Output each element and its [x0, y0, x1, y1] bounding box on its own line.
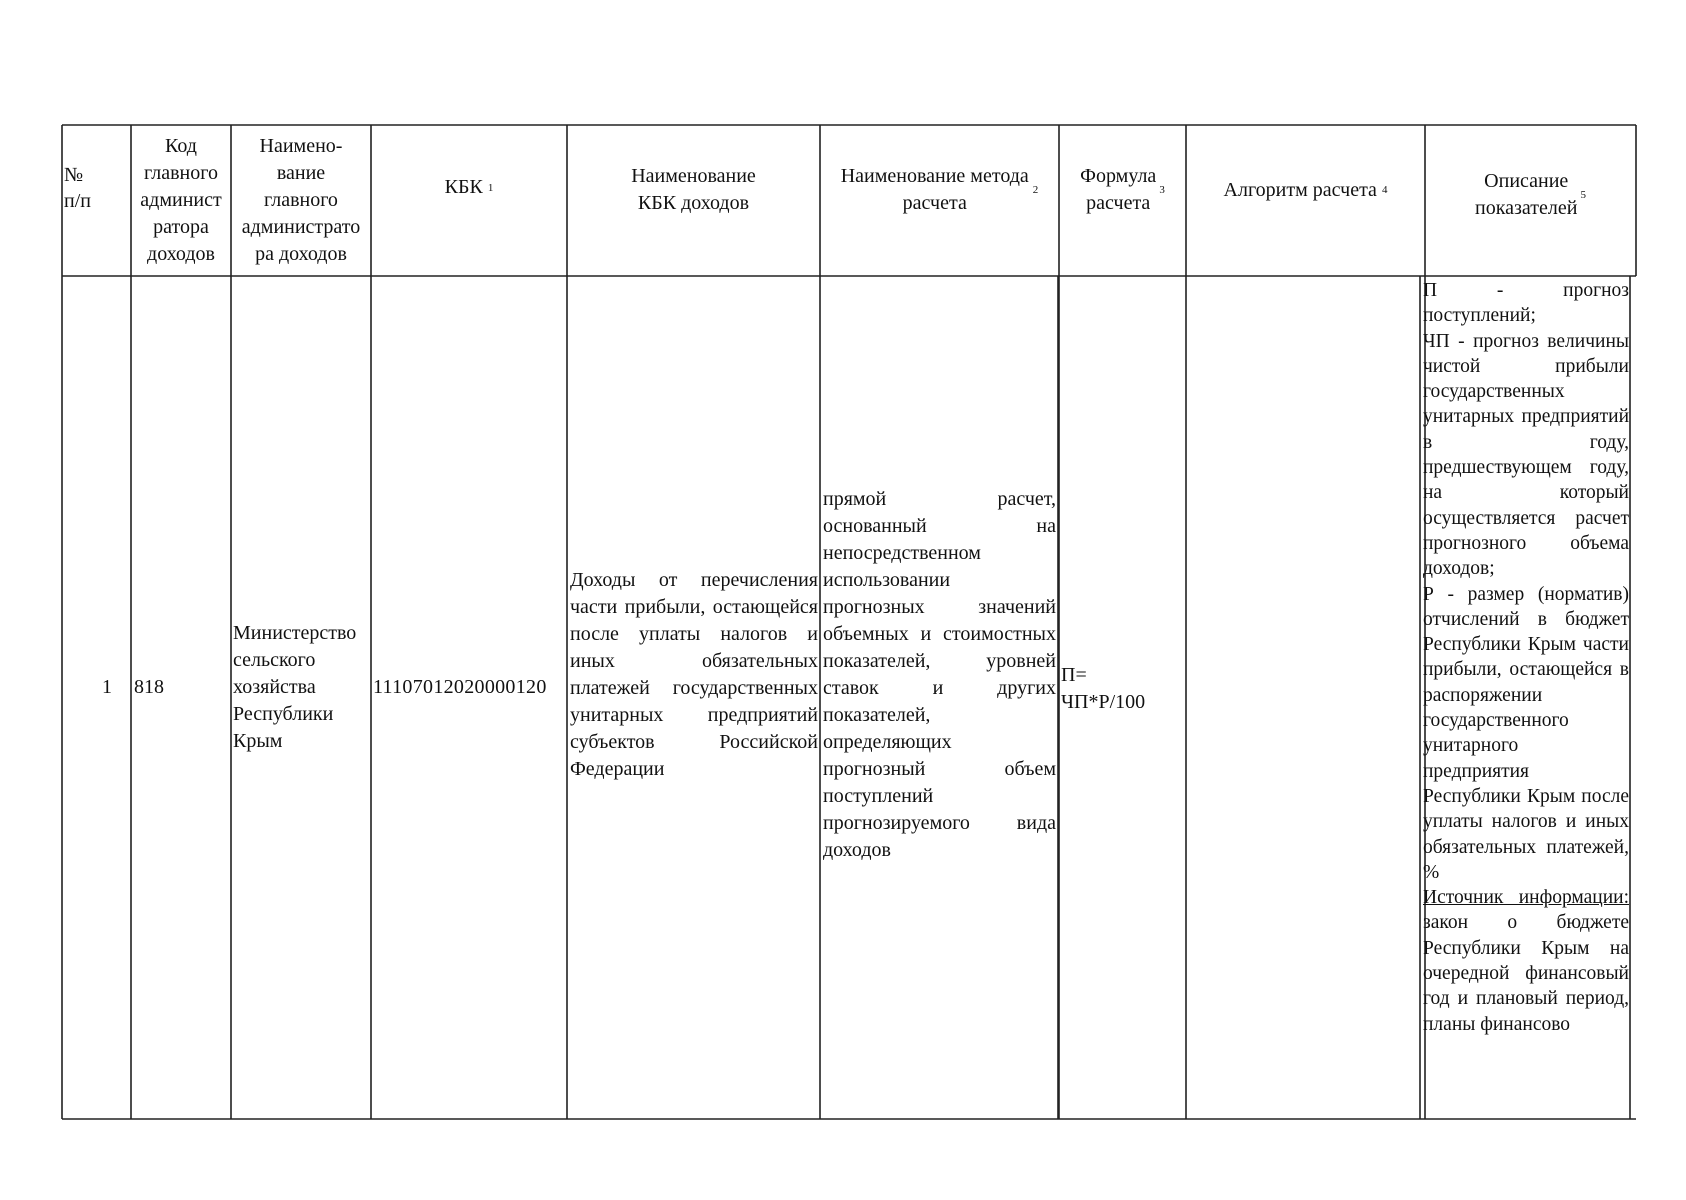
row-description: [1423, 278, 1629, 1037]
header-algorithm: Алгоритм расчета 4: [1186, 125, 1425, 255]
header-algorithm-label: Алгоритм расчета: [1223, 178, 1377, 201]
header-description-label: Описание показателей: [1475, 170, 1578, 219]
row-formula: П= ЧП*Р/100: [1061, 664, 1146, 713]
description-source-label: Источник информации:: [1423, 887, 1629, 909]
row-kbk: 11107012020000120: [373, 676, 547, 698]
header-kbk: КБК 1: [371, 125, 567, 250]
row-admin-name: Министерство сельского хозяйства Республики Крым: [233, 622, 357, 752]
header-admin-name: Наимено- вание главного администрато ра доходов: [241, 135, 361, 265]
header-number: № п/п: [64, 164, 91, 212]
description-source-text: закон о бюджете Республики Крым на очередной финансовый год и плановый период, планы финансово: [1423, 912, 1629, 1035]
header-admin-code: Код главного админист ратора доходов: [140, 135, 222, 265]
header-description: Описание показателей 5: [1425, 125, 1636, 265]
header-formula-label: Формула расчета: [1080, 165, 1157, 214]
row-kbk-name: Доходы от перечисления части прибыли, остающейся после уплаты налогов и иных обязательных платежей государственных унитарных предприятий субъектов Российской Федерации: [570, 569, 818, 780]
description-p: П - прогноз поступлений;: [1423, 280, 1629, 327]
row-admin-code: 818: [134, 676, 164, 698]
header-kbk-name: Наименование КБК доходов: [631, 165, 756, 214]
header-method: Наименование метода расчета 2: [820, 125, 1059, 255]
row-method: прямой расчет, основанный на непосредственном использовании прогнозных значений объемных и стоимостных показателей, уровней ставок и других показателей, определяющих прогнозный объем поступлений прогнозируемого вида доходов: [823, 488, 1056, 861]
row-number: 1: [102, 676, 112, 698]
header-method-label: Наименование метода расчета: [840, 165, 1029, 214]
header-kbk-label: КБК: [444, 176, 483, 198]
description-r: Р - размер (норматив) отчислений в бюджет Республики Крым части прибыли, остающейся в распоряжении государственного унитарного предприятия Республики Крым после уплаты налогов и иных обязательных платежей, %: [1423, 583, 1629, 883]
description-chp: ЧП - прогноз величины чистой прибыли государственных унитарных предприятий в году, предшествующем году, на который осуществляется расчет прогнозного объема доходов;: [1423, 330, 1629, 580]
header-formula: Формула расчета 3: [1059, 125, 1186, 255]
